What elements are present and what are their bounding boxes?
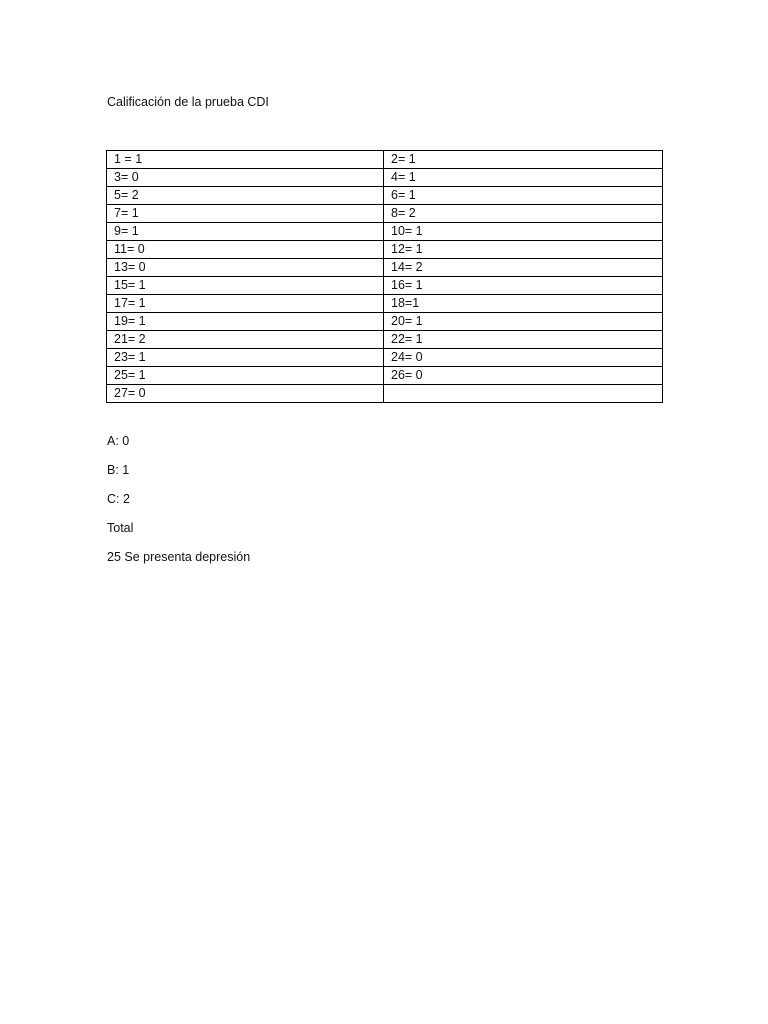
table-cell: 15= 1 <box>107 277 384 295</box>
table-cell: 25= 1 <box>107 367 384 385</box>
table-row <box>107 151 663 169</box>
table-cell: 17= 1 <box>107 295 384 313</box>
table-row <box>107 331 663 349</box>
table-cell: 7= 1 <box>107 205 384 223</box>
table-cell: 19= 1 <box>107 313 384 331</box>
score-table <box>106 150 663 403</box>
table-row <box>107 385 663 403</box>
table-row <box>107 187 663 205</box>
table-cell: 16= 1 <box>384 277 663 295</box>
table-cell-empty <box>384 385 663 403</box>
table-cell: 1 = 1 <box>107 151 384 169</box>
summary-result: 25 Se presenta depresión <box>107 550 251 564</box>
table-cell: 3= 0 <box>107 169 384 187</box>
table-row <box>107 349 663 367</box>
table-row <box>107 223 663 241</box>
table-cell: 14= 2 <box>384 259 663 277</box>
table-cell: 24= 0 <box>384 349 663 367</box>
table-cell: 12= 1 <box>384 241 663 259</box>
table-cell: 4= 1 <box>384 169 663 187</box>
page-title: Calificación de la prueba CDI <box>107 95 269 109</box>
table-row <box>107 205 663 223</box>
table-cell: 27= 0 <box>107 385 384 403</box>
table-cell: 13= 0 <box>107 259 384 277</box>
table-cell: 5= 2 <box>107 187 384 205</box>
table-row <box>107 295 663 313</box>
table-cell: 11= 0 <box>107 241 384 259</box>
table-row <box>107 367 663 385</box>
table-cell: 10= 1 <box>384 223 663 241</box>
score-summary <box>107 432 250 577</box>
table-row <box>107 241 663 259</box>
table-cell: 26= 0 <box>384 367 663 385</box>
table-cell: 23= 1 <box>107 349 384 367</box>
summary-total-label: Total <box>107 521 134 535</box>
table-row <box>107 259 663 277</box>
table-cell: 8= 2 <box>384 205 663 223</box>
table-cell: 20= 1 <box>384 313 663 331</box>
table-cell: 22= 1 <box>384 331 663 349</box>
table-row <box>107 169 663 187</box>
summary-c: C: 2 <box>107 492 130 506</box>
table-cell: 2= 1 <box>384 151 663 169</box>
summary-b: B: 1 <box>107 463 130 477</box>
summary-a: A: 0 <box>107 434 130 448</box>
table-row <box>107 277 663 295</box>
table-cell: 21= 2 <box>107 331 384 349</box>
table-cell: 9= 1 <box>107 223 384 241</box>
table-cell: 6= 1 <box>384 187 663 205</box>
table-row <box>107 313 663 331</box>
table-cell: 18=1 <box>384 295 663 313</box>
